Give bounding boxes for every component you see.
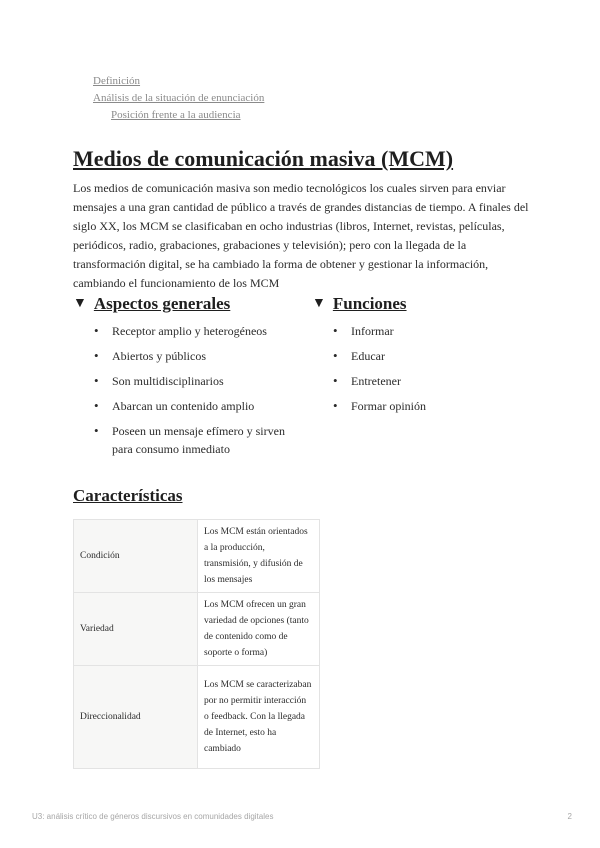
table-row [74, 666, 320, 769]
list-item: • Entretener [330, 372, 526, 390]
page-number: 2 [567, 812, 572, 821]
funciones-toggle-header[interactable] [312, 294, 542, 314]
page-title: Medios de comunicación masiva (MCM) [73, 146, 454, 171]
aspectos-toggle-header[interactable] [73, 294, 303, 314]
caracteristicas-table [73, 519, 320, 769]
toc-link-posicion[interactable]: Posición frente a la audiencia [111, 109, 241, 121]
list-item: • Educar [330, 347, 526, 365]
list-item: • Formar opinión [330, 397, 526, 415]
caracteristicas-heading: Características [73, 486, 183, 505]
table-row [74, 520, 320, 593]
aspectos-heading: Aspectos generales [93, 294, 231, 313]
table-cell-value: Los MCM se caracterizaban por no permitir interacción o feedback. Con la llegada de Internet, esto ha cambiado [198, 666, 320, 769]
toc-link-definicion[interactable]: Definición [93, 75, 141, 87]
footer-text: U3: análisis crítico de géneros discursivos en comunidades digitales [32, 812, 274, 821]
table-cell-key: Variedad [74, 593, 198, 666]
funciones-list [312, 322, 542, 415]
toc-link-analisis[interactable]: Análisis de la situación de enunciación [93, 92, 265, 104]
table-of-contents [93, 73, 264, 124]
list-item: • Son multidisciplinarios [91, 372, 287, 390]
funciones-toggle [312, 294, 542, 422]
list-item: • Poseen un mensaje efímero y sirven para consumo inmediato [91, 422, 287, 458]
intro-paragraph: Los medios de comunicación masiva son medio tecnológicos los cuales sirven para enviar mensajes a una gran cantidad de público a través de grandes distancias de tiempo. A finales del siglo XX, los MCM se clasificaban en ocho industrias (libros, Internet, revistas, películas, periódicos, radio, grabaciones, grabaciones y televisión); pero con la llegada de la transformación digital, se ha cambiado la forma de obtener y gestionar la información, cambiando el funcionamiento de los MCM [73, 181, 529, 290]
list-item: • Abarcan un contenido amplio [91, 397, 287, 415]
aspectos-toggle [73, 294, 303, 465]
triangle-down-icon[interactable]: ▼ [312, 296, 326, 311]
list-item: • Receptor amplio y heterogéneos [91, 322, 287, 340]
funciones-heading: Funciones [332, 294, 407, 313]
table-cell-key: Direccionalidad [74, 666, 198, 769]
aspectos-list [73, 322, 303, 458]
table-cell-value: Los MCM están orientados a la producción, transmisión, y difusión de los mensajes [198, 520, 320, 593]
table-row [74, 593, 320, 666]
list-item: • Abiertos y públicos [91, 347, 287, 365]
list-item: • Informar [330, 322, 526, 340]
table-cell-value: Los MCM ofrecen un gran variedad de opciones (tanto de contenido como de soporte o forma) [198, 593, 320, 666]
page-footer [32, 812, 572, 821]
table-cell-key: Condición [74, 520, 198, 593]
triangle-down-icon[interactable]: ▼ [73, 296, 87, 311]
